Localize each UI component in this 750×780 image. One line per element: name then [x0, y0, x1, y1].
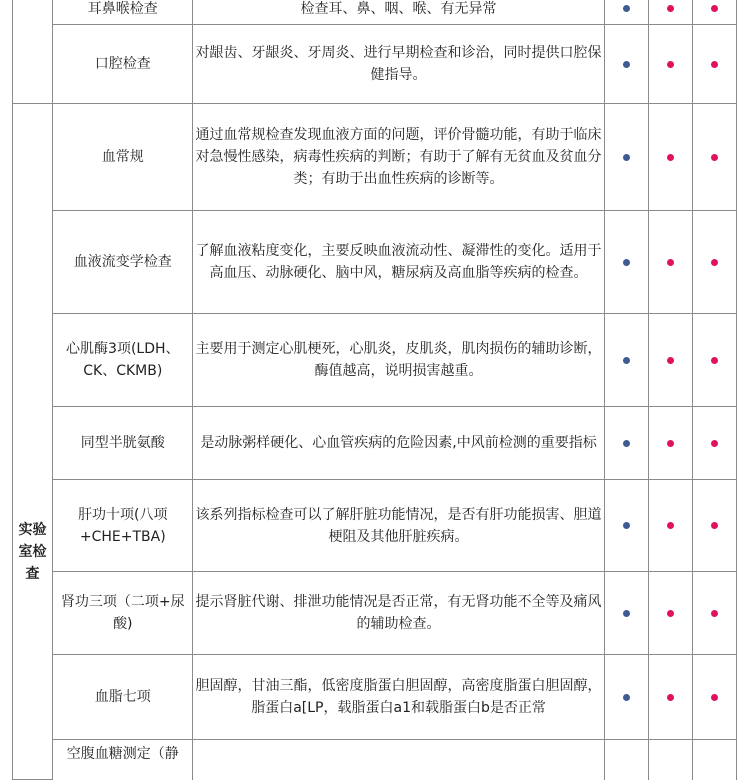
bullet-dot-icon [711, 154, 718, 161]
bullet-dot-icon [711, 694, 718, 701]
item-name: 同型半胱氨酸 [53, 407, 193, 480]
bullet-dot-icon [623, 694, 630, 701]
package-1-included [604, 104, 648, 211]
package-3-included [692, 655, 736, 740]
bullet-dot-icon [623, 61, 630, 68]
bullet-dot-icon [623, 610, 630, 617]
package-3-included [692, 407, 736, 480]
bullet-dot-icon [711, 610, 718, 617]
bullet-dot-icon [623, 154, 630, 161]
bullet-dot-icon [623, 522, 630, 529]
table-row [13, 25, 737, 104]
package-1-included [604, 572, 648, 655]
bullet-dot-icon [711, 61, 718, 68]
category-label: 实验室检查 [18, 521, 47, 582]
item-description: 检查耳、鼻、咽、喉、有无异常 [193, 0, 604, 25]
package-3-included [692, 314, 736, 407]
package-2-included [648, 480, 692, 572]
table-row [13, 480, 737, 572]
table-row [13, 655, 737, 740]
package-2-included [648, 25, 692, 104]
package-1-included [604, 407, 648, 480]
bullet-dot-icon [667, 61, 674, 68]
item-description: 对龈齿、牙龈炎、牙周炎、进行早期检查和诊治，同时提供口腔保健指导。 [193, 25, 604, 104]
item-name: 血液流变学检查 [53, 211, 193, 314]
package-1-included [604, 314, 648, 407]
item-name: 肝功十项(八项+CHE+TBA) [53, 480, 193, 572]
bullet-dot-icon [667, 154, 674, 161]
item-description: 是动脉粥样硬化、心血管疾病的危险因素,中风前检测的重要指标 [193, 407, 604, 480]
package-2-included [648, 314, 692, 407]
bullet-dot-icon [711, 357, 718, 364]
bullet-dot-icon [667, 440, 674, 447]
item-name: 血脂七项 [53, 655, 193, 740]
bullet-dot-icon [667, 259, 674, 266]
bullet-dot-icon [623, 357, 630, 364]
item-name: 心肌酶3项(LDH、CK、CKMB) [53, 314, 193, 407]
bullet-dot-icon [667, 357, 674, 364]
item-name: 血常规 [53, 104, 193, 211]
bullet-dot-icon [623, 259, 630, 266]
table-row [13, 0, 737, 25]
table-row [13, 407, 737, 480]
table-row [13, 211, 737, 314]
bullet-dot-icon [667, 5, 674, 12]
item-description: 通过血常规检查发现血液方面的问题，评价骨髓功能，有助于临床对急慢性感染，病毒性疾病的判断；有助于了解有无贫血及贫血分类；有助于出血性疾病的诊断等。 [193, 104, 604, 211]
bullet-dot-icon [667, 694, 674, 701]
item-description: 胆固醇，甘油三酯，低密度脂蛋白胆固醇，高密度脂蛋白胆固醇，脂蛋白a[LP，载脂蛋白a1和载脂蛋白b是否正常 [193, 655, 604, 740]
bullet-dot-icon [711, 522, 718, 529]
package-2-included [648, 211, 692, 314]
item-name: 肾功三项（二项+尿酸) [53, 572, 193, 655]
package-2-included [648, 0, 692, 25]
item-description: 提示肾脏代谢、排泄功能情况是否正常，有无肾功能不全等及痛风的辅助检查。 [193, 572, 604, 655]
package-2-included [648, 655, 692, 740]
package-2-included [648, 104, 692, 211]
package-1-included [604, 25, 648, 104]
package-3-included [692, 211, 736, 314]
item-description: 了解血液粘度变化，主要反映血液流动性、凝滞性的变化。适用于高血压、动脉硬化、脑中风，糖尿病及高血脂等疾病的检查。 [193, 211, 604, 314]
item-description: 主要用于测定心肌梗死，心肌炎，皮肌炎，肌肉损伤的辅助诊断，酶值越高，说明损害越重。 [193, 314, 604, 407]
bullet-dot-icon [623, 440, 630, 447]
package-1-included [604, 655, 648, 740]
package-1-included [604, 480, 648, 572]
bullet-dot-icon [711, 5, 718, 12]
item-name: 空腹血糖测定（静 [53, 740, 193, 780]
table-row [13, 572, 737, 655]
bullet-dot-icon [667, 610, 674, 617]
exam-items-table [12, 0, 737, 780]
table-row [13, 104, 737, 211]
item-description: 该系列指标检查可以了解肝脏功能情况，是否有肝功能损害、胆道梗阻及其他肝脏疾病。 [193, 480, 604, 572]
package-3-included [692, 0, 736, 25]
package-1-included [604, 211, 648, 314]
package-1-included [604, 0, 648, 25]
package-3-included [692, 25, 736, 104]
category-cell-upper [13, 0, 53, 104]
package-3-included [692, 572, 736, 655]
bullet-dot-icon [711, 259, 718, 266]
package-3-included [692, 104, 736, 211]
category-cell [13, 104, 53, 780]
bullet-dot-icon [667, 522, 674, 529]
bullet-dot-icon [711, 440, 718, 447]
table-row [13, 314, 737, 407]
package-2-included [648, 572, 692, 655]
item-name: 耳鼻喉检查 [53, 0, 193, 25]
package-2-included [648, 407, 692, 480]
item-name: 口腔检查 [53, 25, 193, 104]
bullet-dot-icon [623, 5, 630, 12]
package-3-included [692, 480, 736, 572]
